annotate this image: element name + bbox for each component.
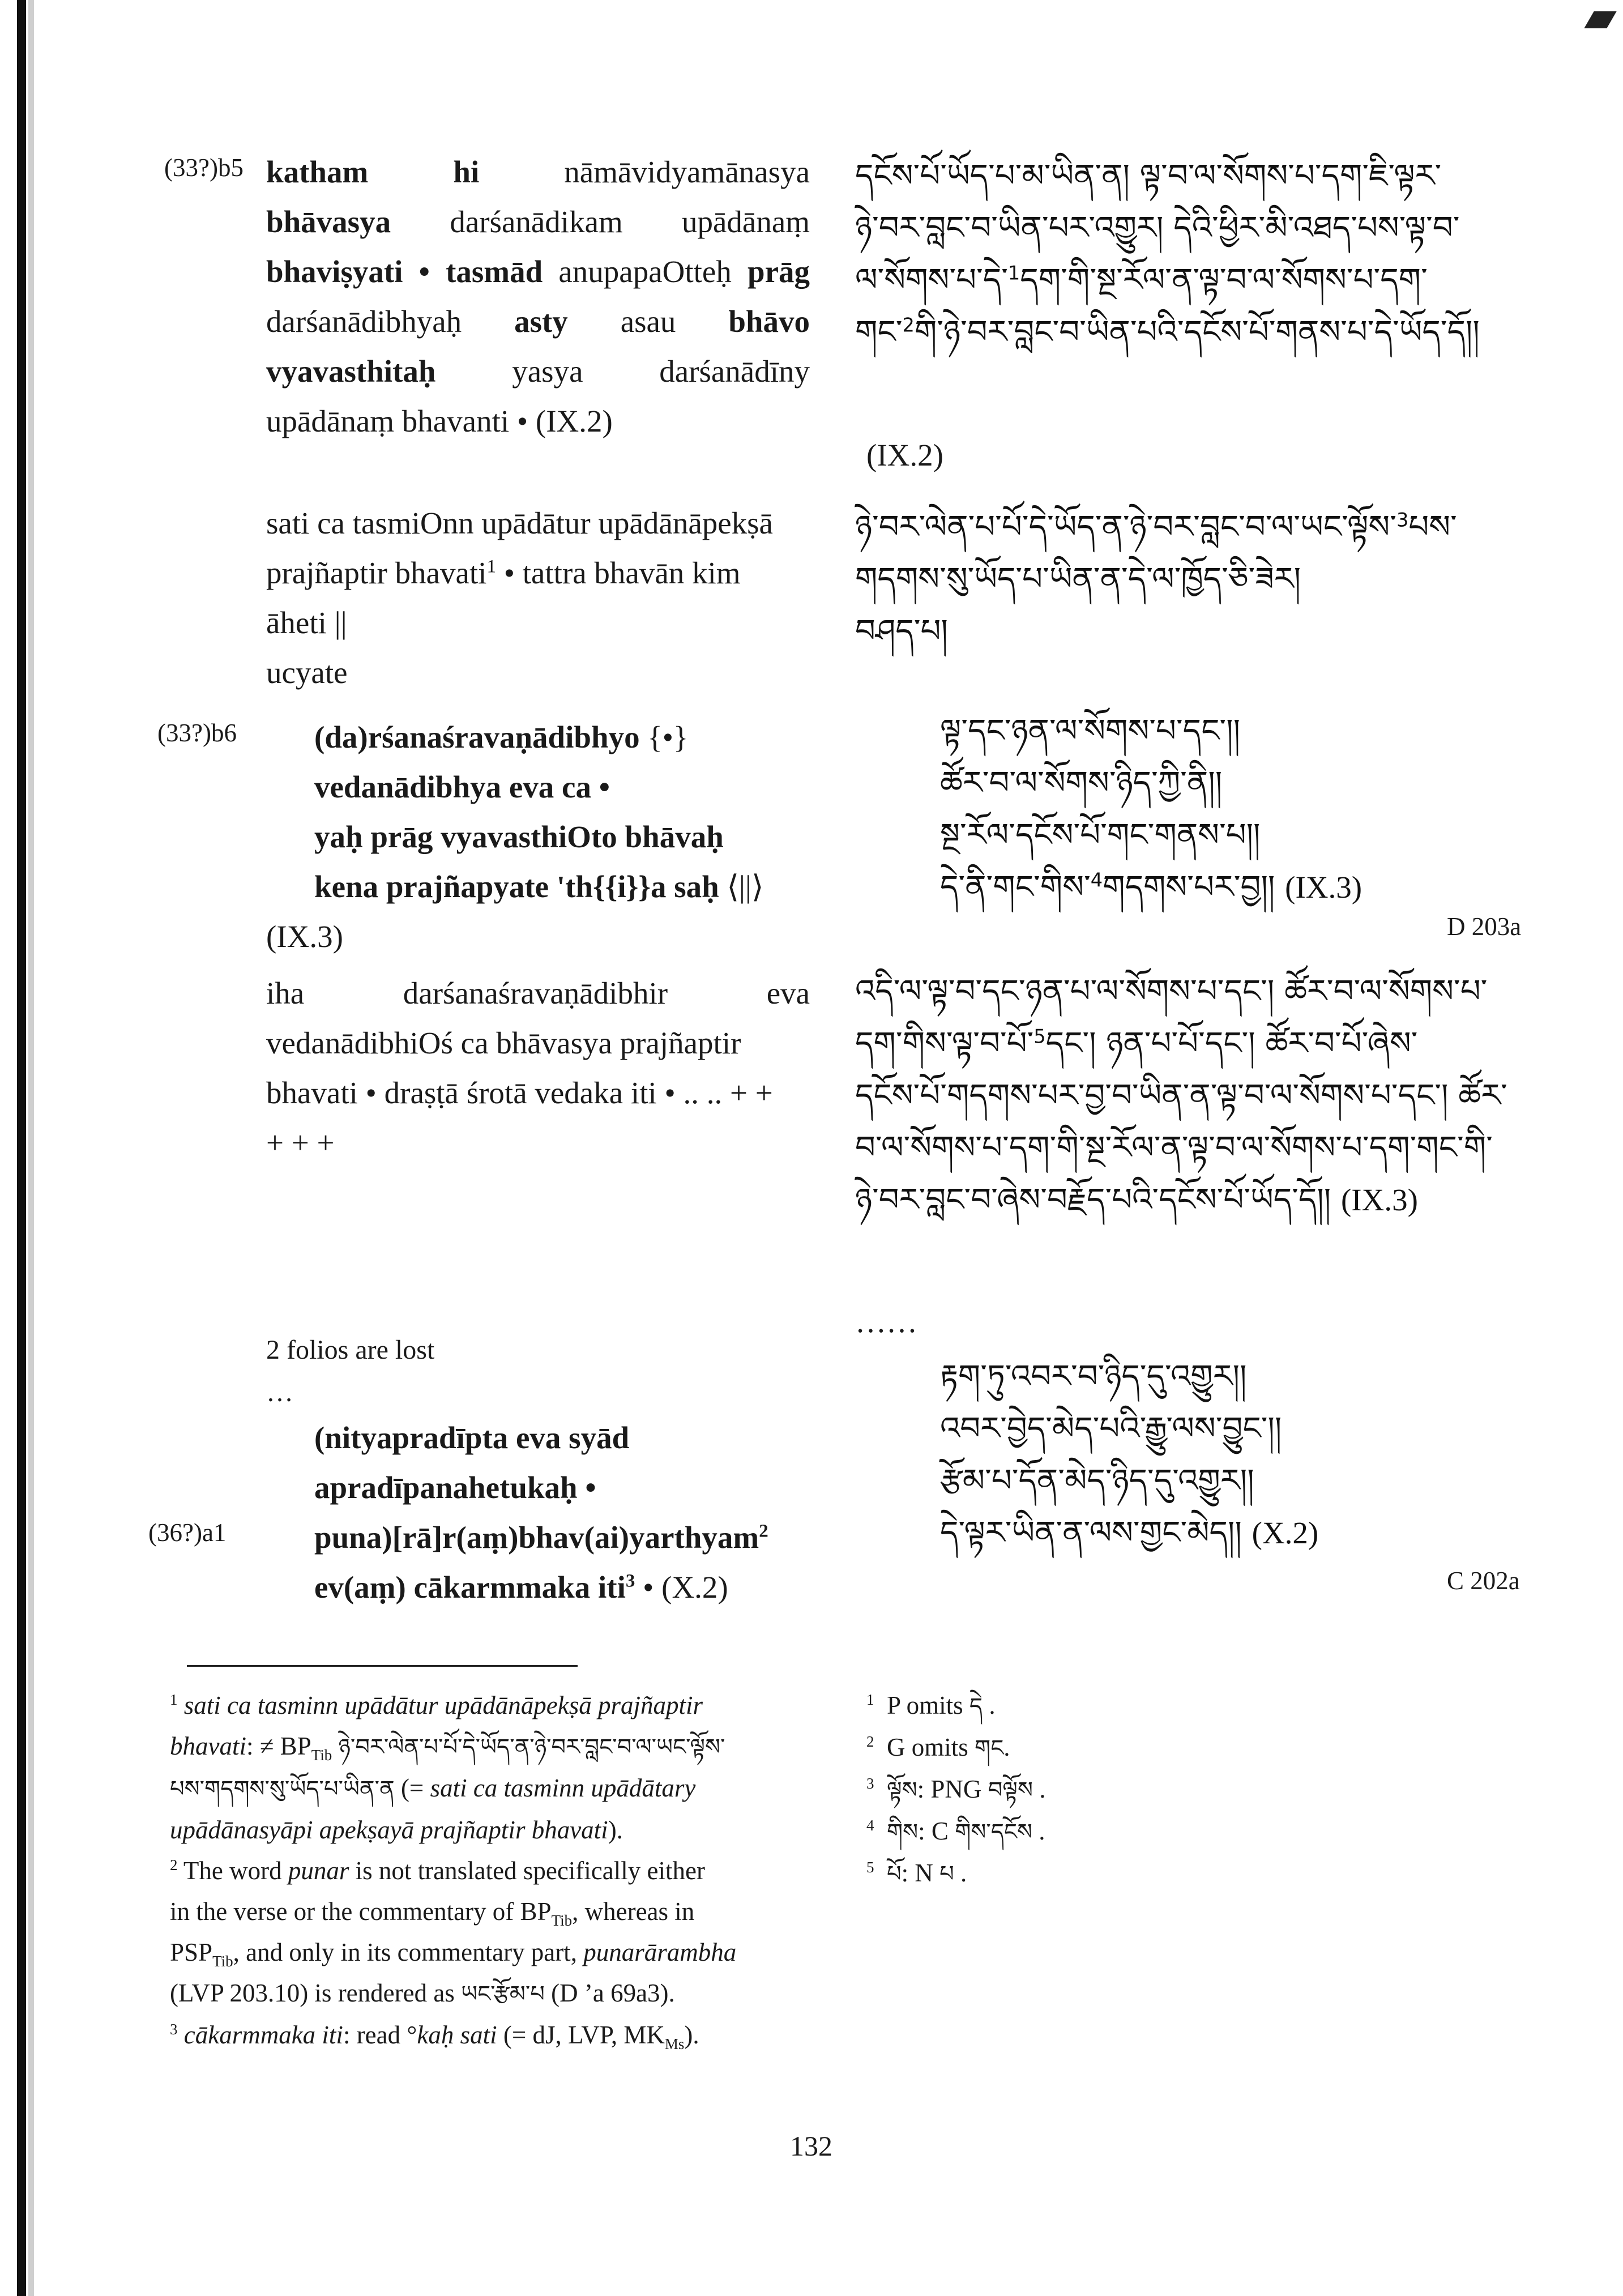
footnote: upādānasyāpi apekṣayā prajñaptir bhavati).	[170, 1816, 623, 1844]
tibetan-paragraph: ཉེ་བར་ལེན་པ་པོ་དེ་ཡོད་ན་ཉེ་བར་བླང་བ་ལ་ཡང་ལྟོས་$^3$པས་ གདགས་སུ་ཡོད་པ་ཡིན་ན་དེ་ལ་ཁྱོད་ཅི་ཟེར། བཤད་པ།	[855, 509, 1457, 650]
footnote: $PSP_{Tib}$, and only in its commentary part, punarārambha	[170, 1938, 737, 1970]
folio-label: (36?)a1	[148, 1518, 227, 1547]
lost-note: 2 folios are lost	[266, 1335, 435, 1365]
margin-folio-ref: D 203a	[1447, 912, 1522, 941]
footnote: $^5$ པོ: N པ .	[866, 1859, 967, 1887]
footnotes-left	[170, 1685, 793, 2055]
footnote: $^3$ ལྟོས: PNG བལྟོས .	[866, 1775, 1046, 1803]
prose-paragraph: katham hi nāmāvidyamānasya bhāvasya darśanādikam upādānaṃ bhaviṣyati • tasmād anupapaOtteḥ prāg darśanādibhyaḥ asty asau bhāvo vyavasthitaḥ yasya darśanādīny upādānaṃ bhavanti • (IX.2)	[266, 155, 810, 438]
prose-paragraph: iha darśanaśravaṇādibhir eva vedanādibhiOś ca bhāvasya prajñaptir bhavati • draṣṭā śrotā vedaka iti • .. .. + + + + +	[266, 976, 810, 1160]
folio-label: (33?)b5	[164, 153, 244, 182]
verse-block: (da)rśanaśravaṇādibhyo {•} vedanādibhya eva ca • yaḥ prāg vyavasthiOto bhāvaḥ kena prajñapyate 'th{{i}}a saḥ ⟨||⟩ (IX.3)	[266, 720, 764, 954]
footnote: in the verse or the commentary of $BP_{Tib}$, whereas in	[170, 1897, 695, 1929]
verse-block: (nityapradīpta eva syād apradīpanahetukaḥ • puna)[rā]r(aṃ)bhav(ai)yarthyam$^2$ ev(aṃ) cākarmmaka iti$^3$ • (X.2)	[314, 1420, 768, 1604]
tibetan-verse: རྟག་ཏུ་འབར་བ་ཉིད་དུ་འགྱུར།། འབར་བྱེད་མེད་པའི་རྒྱུ་ལས་བྱུང་།། རྩོམ་པ་དོན་མེད་ཉིད་དུ་འགྱུར།། དེ་ལྟར་ཡིན་ན་ལས་གྱང་མེད།། (X.2)	[940, 1358, 1319, 1551]
tibetan-verse: ལྟ་དང་ཉན་ལ་སོགས་པ་དང་།། ཚོར་བ་ལ་སོགས་ཉིད་ཀྱི་ནི།། སྔ་རོལ་དངོས་པོ་གང་གནས་པ།། དེ་ནི་གང་གིས་$^4$གདགས་པར་བྱ།། (IX.3)	[940, 712, 1363, 906]
footnote: bhavati: ≠ $BP_{Tib}$ ཉེ་བར་ལེན་པ་པོ་དེ་ཡོད་ན་ཉེ་བར་བླང་བ་ལ་ཡང་ལྟོས་	[170, 1732, 725, 1764]
prose-paragraph: sati ca tasmiOnn upādātur upādānāpekṣā prajñaptir bhavati$^1$ • tattra bhavān kim āheti || ucyate	[266, 506, 773, 690]
page-number: 132	[790, 2130, 832, 2162]
footnote: $^1$ sati ca tasminn upādātur upādānāpekṣā prajñaptir	[170, 1691, 703, 1719]
footnote: $^3$ cākarmmaka iti: read °kaḥ sati (= dJ, LVP, $MK_{Ms}$).	[170, 2021, 699, 2052]
ellipsis: …	[266, 1377, 293, 1407]
section-ref: (IX.2)	[866, 438, 943, 472]
scan-edge	[17, 0, 26, 2296]
footnotes-right	[866, 1685, 1376, 1894]
margin-folio-ref: C 202a	[1447, 1567, 1520, 1595]
footnote: པས་གདགས་སུ་ཡོད་པ་ཡིན་ན (= sati ca tasminn upādātary	[170, 1774, 696, 1802]
footnote: $^2$ G omits གང.	[866, 1733, 1010, 1761]
tibetan-commentary: འདི་ལ་ལྟ་བ་དང་ཉན་པ་ལ་སོགས་པ་དང་། ཚོར་བ་ལ་སོགས་པ་ དག་གིས་ལྟ་བ་པོ་$^5$དང་། ཉན་པ་པོ་དང་། ཚོར་བ་པོ་ཞེས་ དངོས་པོ་གདགས་པར་བྱ་བ་ཡིན་ན་ལྟ་བ་ལ་སོགས་པ་དང་། ཚོར་ བ་ལ་སོགས་པ་དག་གི་སྔ་རོལ་ན་ལྟ་བ་ལ་སོགས་པ་དག་གང་གི་ ཉེ་བར་བླང་བ་ཞེས་བརྗོད་པའི་དངོས་པོ་ཡོད་དོ།། (IX.3)	[855, 973, 1507, 1218]
ellipsis: ……	[855, 1304, 917, 1339]
footnote: $^1$ P omits དེ .	[866, 1691, 996, 1719]
tibetan-paragraph: དངོས་པོ་ཡོད་པ་མ་ཡིན་ན། ལྟ་བ་ལ་སོགས་པ་དག་ཇི་ལྟར་ ཉེ་བར་བླང་བ་ཡིན་པར་འགྱུར། དེའི་ཕྱིར་མི་འཐད་པས་ལྟ་བ་ ལ་སོགས་པ་དེ་$^1$དག་གི་སྔ་རོལ་ན་ལྟ་བ་ལ་སོགས་པ་དག་ གང་$^2$གི་ཉེ་བར་བླང་བ་ཡིན་པའི་དངོས་པོ་གནས་པ་དེ་ཡོད་དོ།།	[855, 157, 1480, 351]
scan-mark	[1584, 11, 1616, 28]
scan-shadow	[28, 0, 34, 2296]
footnote-rule	[187, 1665, 578, 1667]
footnote: $^4$ གིས: C གིས་དངོས .	[866, 1817, 1045, 1845]
footnote: (LVP 203.10) is rendered as ཡང་རྩོམ་པ (D ’a 69a3).	[170, 1979, 675, 2007]
footnote: $^2$ The word punar is not translated specifically either	[170, 1857, 705, 1885]
folio-label: (33?)b6	[157, 719, 237, 747]
